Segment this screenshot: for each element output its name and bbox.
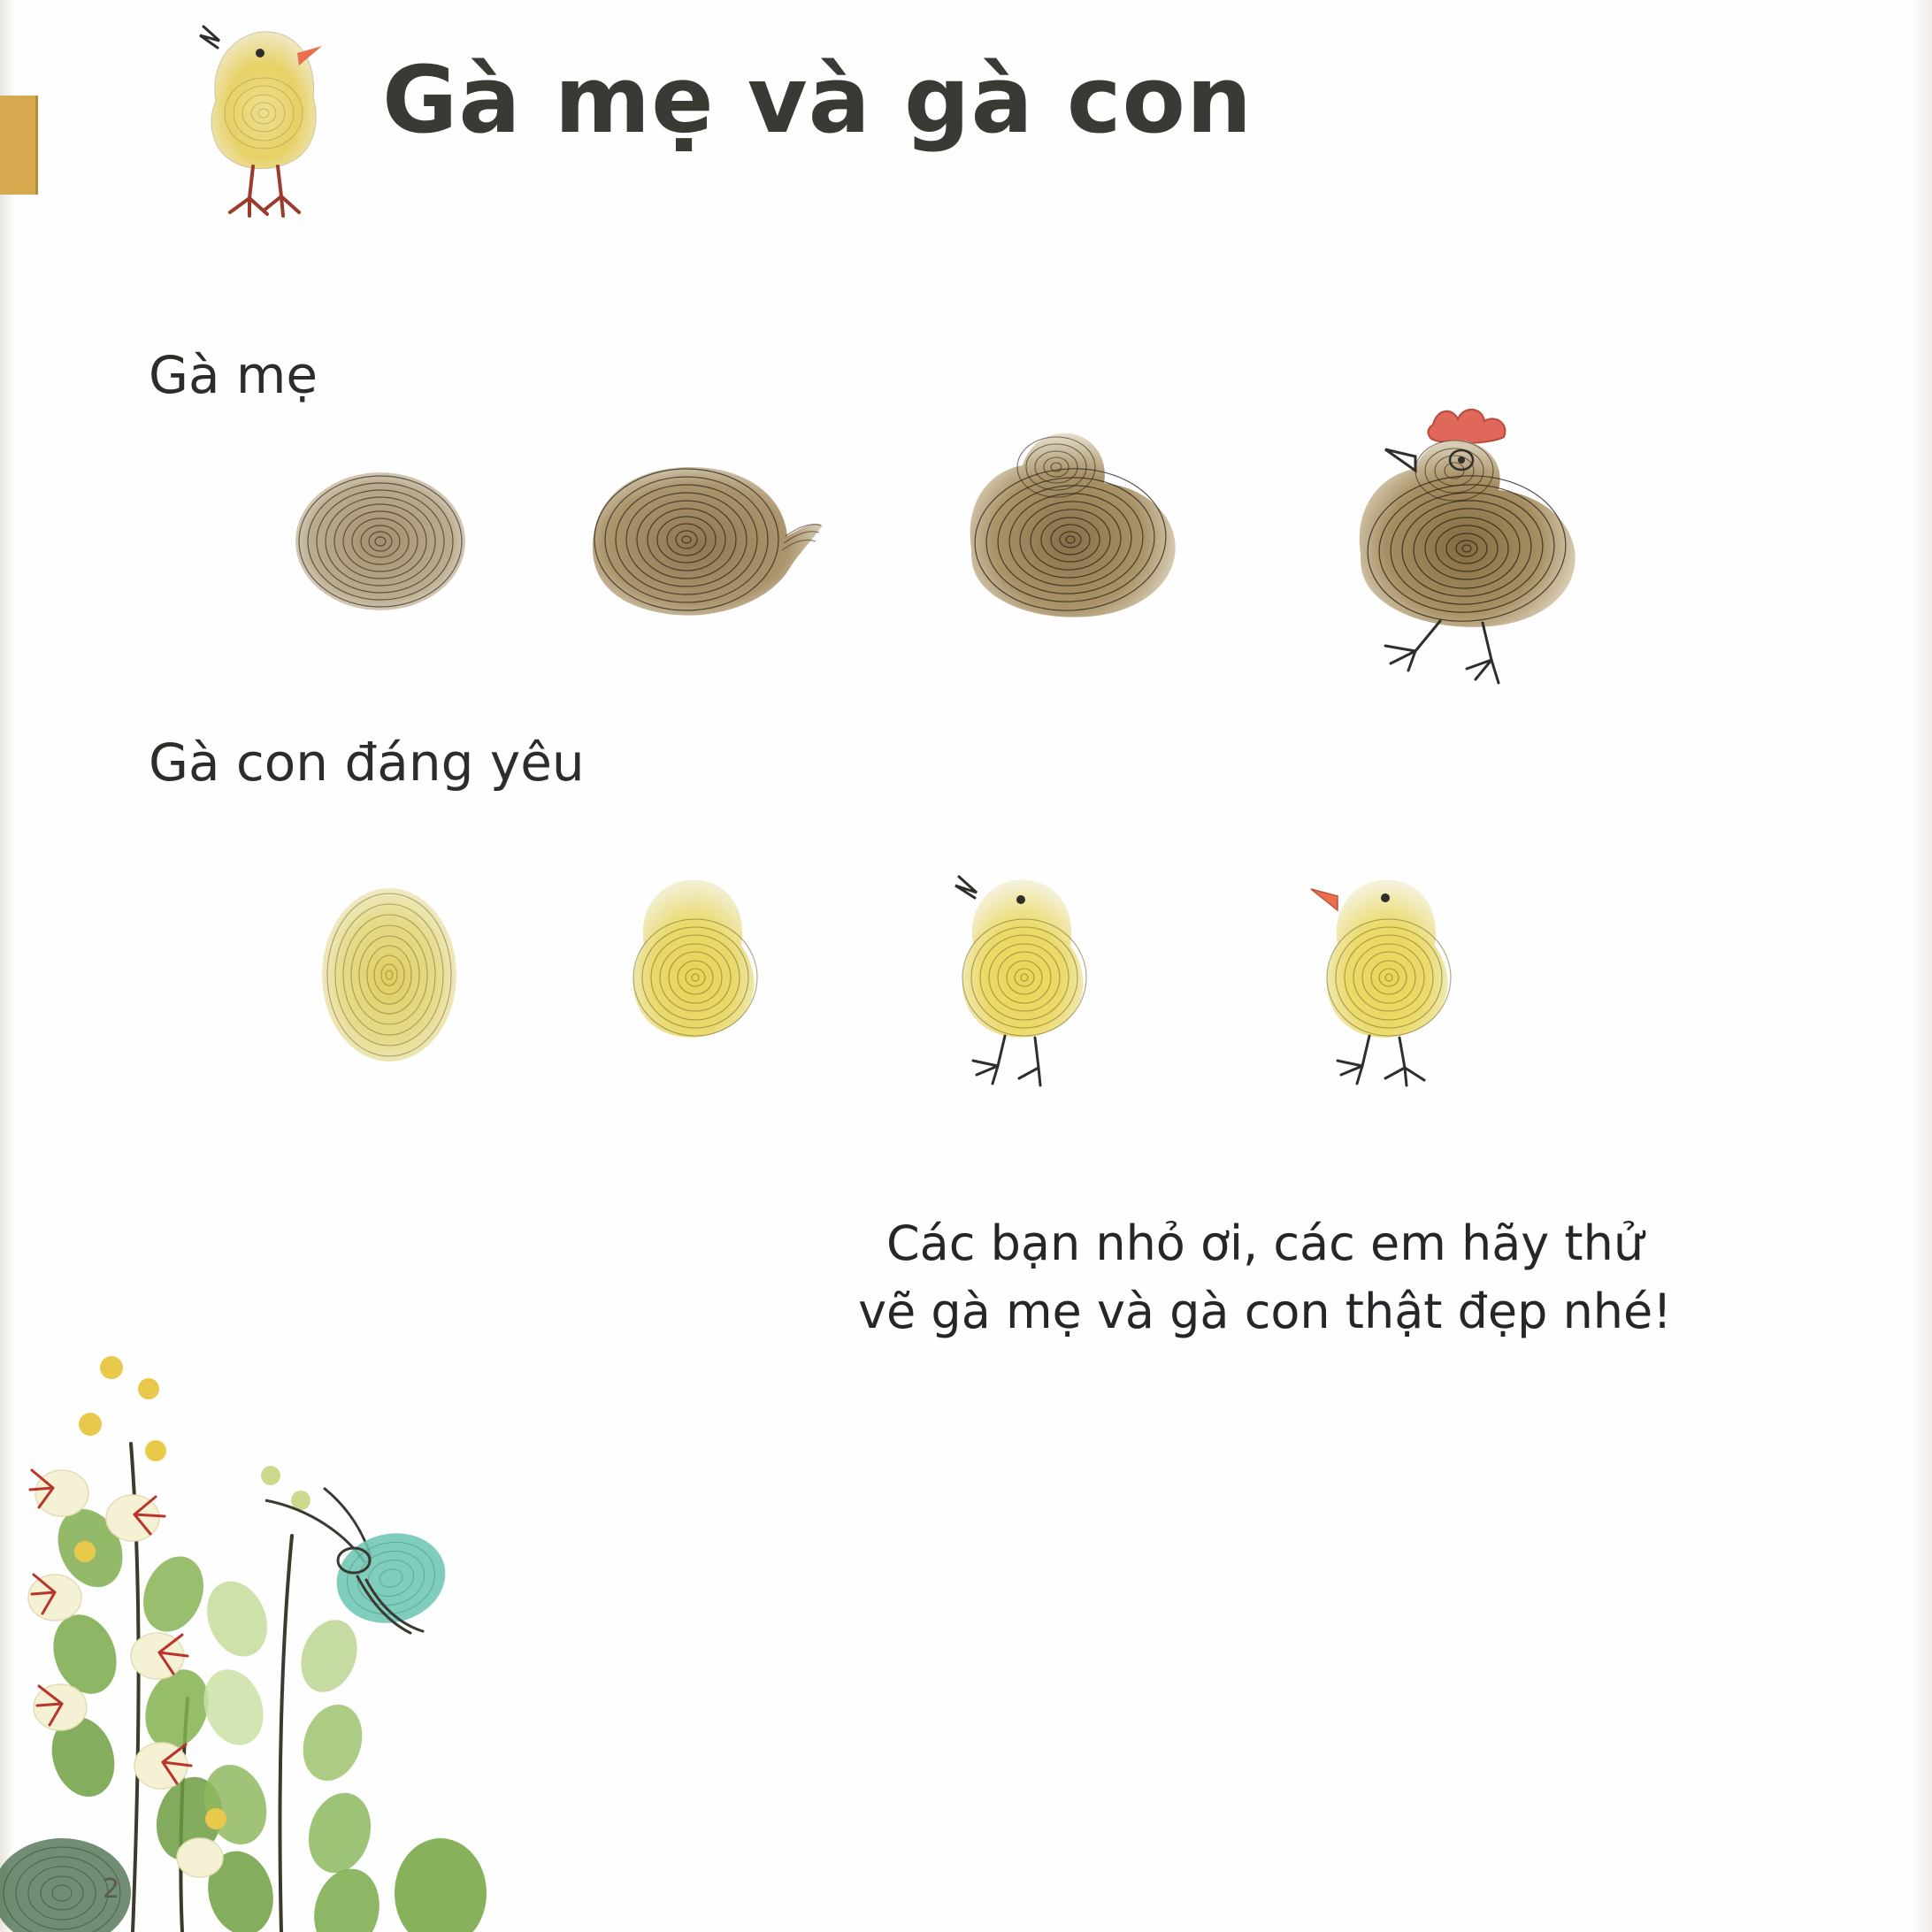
page-title: Gà mẹ và gà con: [382, 46, 1254, 154]
page-number: 2: [103, 1874, 120, 1905]
butterfly-illustration: [265, 1488, 455, 1635]
caption-line-1: Các bạn nhỏ ơi, các em hãy thử: [886, 1215, 1644, 1271]
page-edge-right: [1909, 0, 1932, 1932]
plant-decoration: [0, 1327, 725, 1932]
hen-step-2: [575, 451, 832, 637]
caption-line-2: vẽ gà mẹ và gà con thật đẹp nhé!: [858, 1283, 1672, 1339]
hen-step-4: [1327, 398, 1619, 699]
hen-legs: [1385, 621, 1499, 683]
chick-step-3: [920, 862, 1132, 1119]
section-label-chick: Gà con đáng yêu: [149, 732, 585, 793]
section-label-hen: Gà mẹ: [149, 345, 318, 405]
title-chick-illustration: [165, 16, 350, 219]
hen-step-1: [283, 460, 478, 628]
hen-step-3: [938, 416, 1203, 637]
chick-step-4: [1283, 862, 1504, 1119]
hen-comb: [1428, 410, 1505, 443]
chick-step-2: [602, 862, 796, 1084]
instruction-caption: [849, 1210, 1681, 1346]
spine-tab: [0, 96, 38, 195]
chick-step-1: [301, 876, 478, 1079]
